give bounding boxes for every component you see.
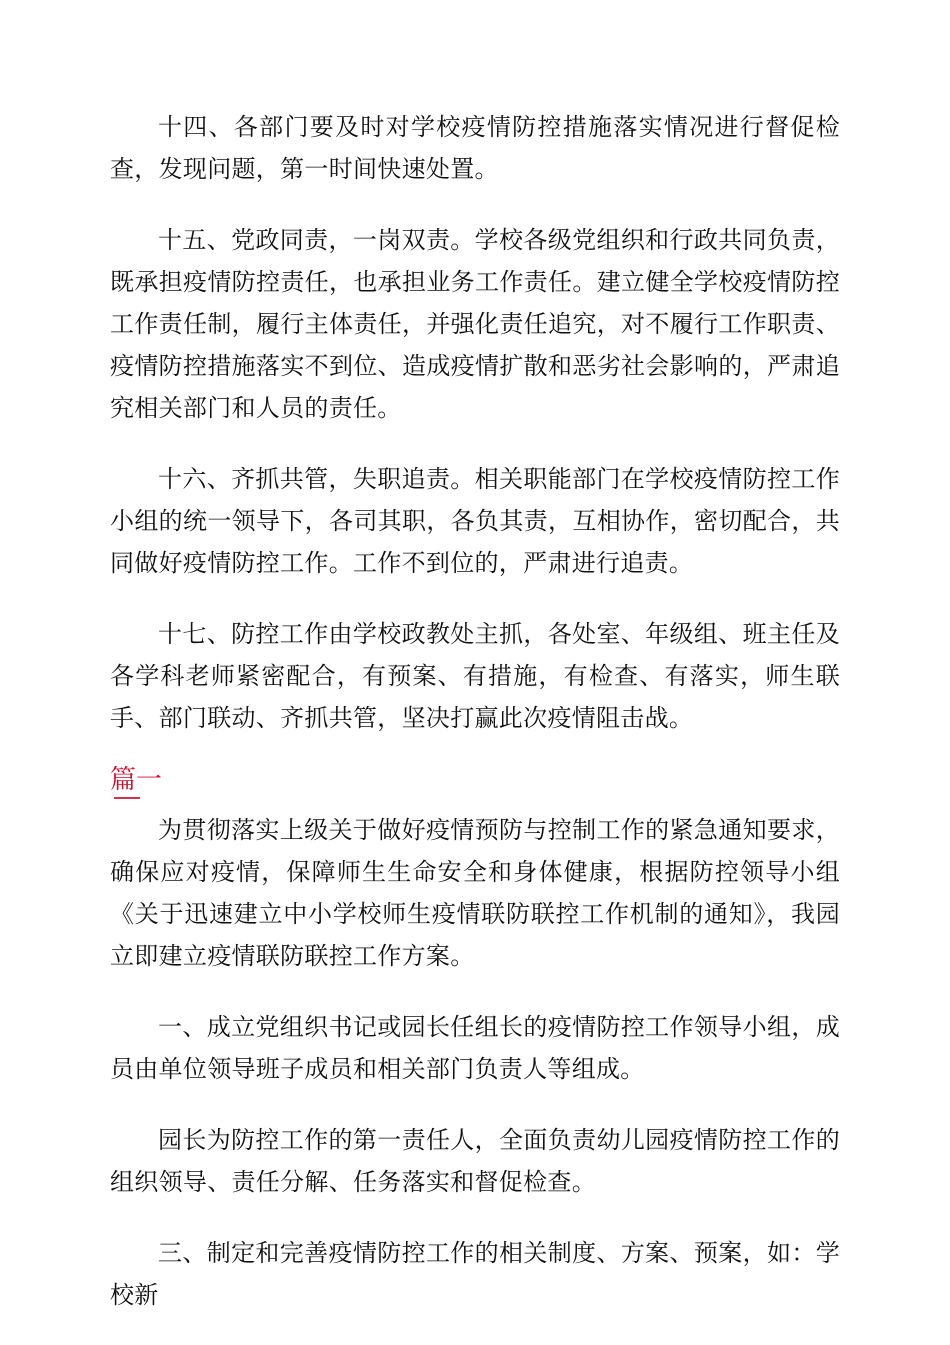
paragraph-17: 十七、防控工作由学校政教处主抓，各处室、年级组、班主任及各学科老师紧密配合，有预案、有措施，有检查、有落实，师生联手、部门联动、齐抓共管，坚决打赢此次疫情阻击战。 <box>110 620 840 732</box>
paragraph-14: 十四、各部门要及时对学校疫情防控措施落实情况进行督促检查，发现问题，第一时间快速处置。 <box>110 113 840 183</box>
paragraph-15: 十五、党政同责，一岗双责。学校各级党组织和行政共同负责，既承担疫情防控责任，也承担业务工作责任。建立健全学校疫情防控工作责任制，履行主体责任，并强化责任追究，对不履行工作职责、疫情防控措施落实不到位、造成疫情扩散和恶劣社会影响的，严肃追究相关部门和人员的责任。 <box>110 226 840 422</box>
paragraph-intro: 为贯彻落实上级关于做好疫情预防与控制工作的紧急通知要求，确保应对疫情，保障师生生命安全和身体健康，根据防控领导小组《关于迅速建立中小学校师生疫情联防联控工作机制的通知》，我园立即建立疫情联防联控工作方案。 <box>110 816 840 970</box>
section-heading-text: 篇一 <box>110 765 163 795</box>
heading-underline <box>114 797 140 799</box>
paragraph-3: 三、制定和完善疫情防控工作的相关制度、方案、预案，如：学校新 <box>110 1239 840 1309</box>
paragraph-1: 一、成立党组织书记或园长任组长的疫情防控工作领导小组，成员由单位领导班子成员和相关部门负责人等组成。 <box>110 1013 840 1083</box>
paragraph-leader: 园长为防控工作的第一责任人，全面负责幼儿园疫情防控工作的组织领导、责任分解、任务落实和督促检查。 <box>110 1126 840 1196</box>
document-body <box>110 106 840 1345</box>
section-heading <box>110 765 840 805</box>
paragraph-16: 十六、齐抓共管，失职追责。相关职能部门在学校疫情防控工作小组的统一领导下，各司其职，各负其责，互相协作，密切配合，共同做好疫情防控工作。工作不到位的，严肃进行追责。 <box>110 465 840 577</box>
